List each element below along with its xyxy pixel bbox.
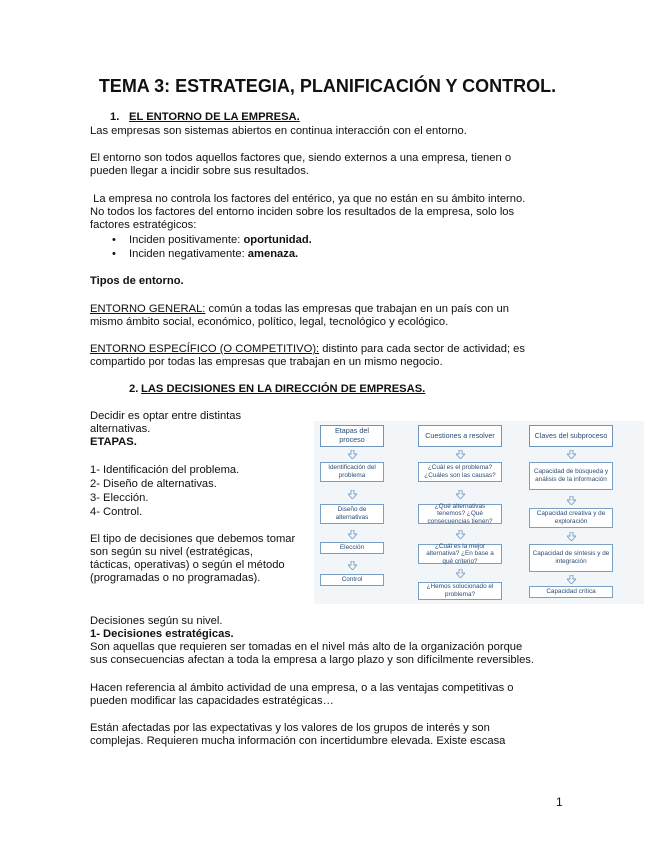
estrategicas-p2-line-2: pueden modificar las capacidades estratégicas… xyxy=(90,695,334,707)
bullet-icon: • xyxy=(112,248,116,260)
arrow-down-icon xyxy=(567,450,576,459)
arrow-down-icon xyxy=(567,575,576,584)
arrow-down-icon xyxy=(348,450,357,459)
diagram-etapa-3: Elección xyxy=(320,542,384,554)
tipo-line-2: son según su nivel (estratégicas, xyxy=(90,546,253,558)
entorno-general-line-2: mismo ámbito social, económico, político, legal, tecnológico y ecológico. xyxy=(90,316,449,328)
diagram-cuestion-2: ¿Qué alternativas tenemos? ¿Qué consecuencias tienen? xyxy=(418,504,502,524)
section1-heading: EL ENTORNO DE LA EMPRESA. xyxy=(129,111,300,123)
section1-paragraph-3-line-3: factores estratégicos: xyxy=(90,219,197,231)
etapas-heading: ETAPAS. xyxy=(90,436,137,448)
arrow-down-icon xyxy=(348,530,357,539)
diagram-header-etapas: Etapas del proceso xyxy=(320,425,384,447)
estrategicas-p1-line-1: Son aquellas que requieren ser tomadas en el nivel más alto de la organización porque xyxy=(90,641,523,653)
step-4: 4- Control. xyxy=(90,506,143,518)
estrategicas-p3-line-2: complejas. Requieren mucha información con incertidumbre elevada. Existe escasa xyxy=(90,735,506,747)
section2-heading: LAS DECISIONES EN LA DIRECCIÓN DE EMPRESAS. xyxy=(141,383,426,395)
diagram-clave-1: Capacidad de búsqueda y análisis de la información xyxy=(529,462,613,490)
diagram-etapa-4: Control xyxy=(320,574,384,586)
diagram-cuestion-4: ¿Hemos solucionado el problema? xyxy=(418,582,502,600)
estrategicas-heading: 1- Decisiones estratégicas. xyxy=(90,628,234,640)
bullet-item-2: Inciden negativamente: amenaza. xyxy=(129,248,299,260)
diagram-cuestion-1: ¿Cuál es el problema? ¿Cuáles son las causas? xyxy=(418,462,502,482)
tipo-line-1: El tipo de decisiones que debemos tomar xyxy=(90,533,296,545)
arrow-down-icon xyxy=(348,490,357,499)
page-number: 1 xyxy=(556,795,563,809)
diagram-clave-4: Capacidad crítica xyxy=(529,586,613,598)
step-2: 2- Diseño de alternativas. xyxy=(90,478,217,490)
section1-paragraph-2-line-1: El entorno son todos aquellos factores que, siendo externos a una empresa, tienen o xyxy=(90,152,512,164)
arrow-down-icon xyxy=(456,569,465,578)
entorno-especifico-line-1: ENTORNO ESPECÍFICO (O COMPETITIVO): distinto para cada sector de actividad; es xyxy=(90,343,525,355)
estrategicas-p3-line-1: Están afectadas por las expectativas y los valores de los grupos de interés y son xyxy=(90,722,490,734)
diagram-cuestion-3: ¿Cuál es la mejor alternativa? ¿En base a qué criterio? xyxy=(418,544,502,564)
estrategicas-p1-line-2: sus consecuencias afectan a toda la empresa a largo plazo y son difícilmente reversibles. xyxy=(90,654,535,666)
decidir-line-2: alternativas. xyxy=(90,423,151,435)
diagram-etapa-1: Identificación del problema xyxy=(320,462,384,482)
arrow-down-icon xyxy=(567,496,576,505)
arrow-down-icon xyxy=(456,490,465,499)
diagram-clave-3: Capacidad de síntesis y de integración xyxy=(529,544,613,572)
decision-process-diagram xyxy=(314,421,644,604)
section1-paragraph-2-line-2: pueden llegar a incidir sobre sus resultados. xyxy=(90,165,309,177)
diagram-clave-2: Capacidad creativa y de exploración xyxy=(529,508,613,528)
entorno-especifico-line-2: compartido por todas las empresas que trabajan en un mismo negocio. xyxy=(90,356,443,368)
arrow-down-icon xyxy=(456,450,465,459)
arrow-down-icon xyxy=(456,530,465,539)
entorno-general-line-1: ENTORNO GENERAL: común a todas las empresas que trabajan en un país con un xyxy=(90,303,509,315)
section2-number: 2. xyxy=(129,383,139,395)
tipos-heading: Tipos de entorno. xyxy=(90,275,184,287)
estrategicas-p2-line-1: Hacen referencia al ámbito actividad de una empresa, o a las ventajas competitivas o xyxy=(90,682,514,694)
section1-paragraph-3-line-1: La empresa no controla los factores del entérico, ya que no están en su ámbito interno. xyxy=(90,193,526,205)
decidir-line-1: Decidir es optar entre distintas xyxy=(90,410,242,422)
diagram-header-claves: Claves del subproceso xyxy=(529,425,613,447)
nivel-heading: Decisiones según su nivel. xyxy=(90,615,223,627)
diagram-etapa-2: Diseño de alternativas xyxy=(320,504,384,524)
tipo-line-4: (programadas o no programadas). xyxy=(90,572,261,584)
bullet-icon: • xyxy=(112,234,116,246)
page-title: TEMA 3: ESTRATEGIA, PLANIFICACIÓN Y CONTROL. xyxy=(98,76,557,96)
section1-paragraph-3-line-2: No todos los factores del entorno inciden sobre los resultados de la empresa, solo los xyxy=(90,206,515,218)
bullet-item-1: Inciden positivamente: oportunidad. xyxy=(129,234,312,246)
arrow-down-icon xyxy=(348,561,357,570)
section1-number: 1. xyxy=(110,111,120,123)
step-3: 3- Elección. xyxy=(90,492,149,504)
step-1: 1- Identificación del problema. xyxy=(90,464,240,476)
diagram-header-cuestiones: Cuestiones a resolver xyxy=(418,425,502,447)
section1-paragraph-1: Las empresas son sistemas abiertos en continua interacción con el entorno. xyxy=(90,125,467,137)
arrow-down-icon xyxy=(567,532,576,541)
tipo-line-3: tácticas, operativas) o según el método xyxy=(90,559,285,571)
